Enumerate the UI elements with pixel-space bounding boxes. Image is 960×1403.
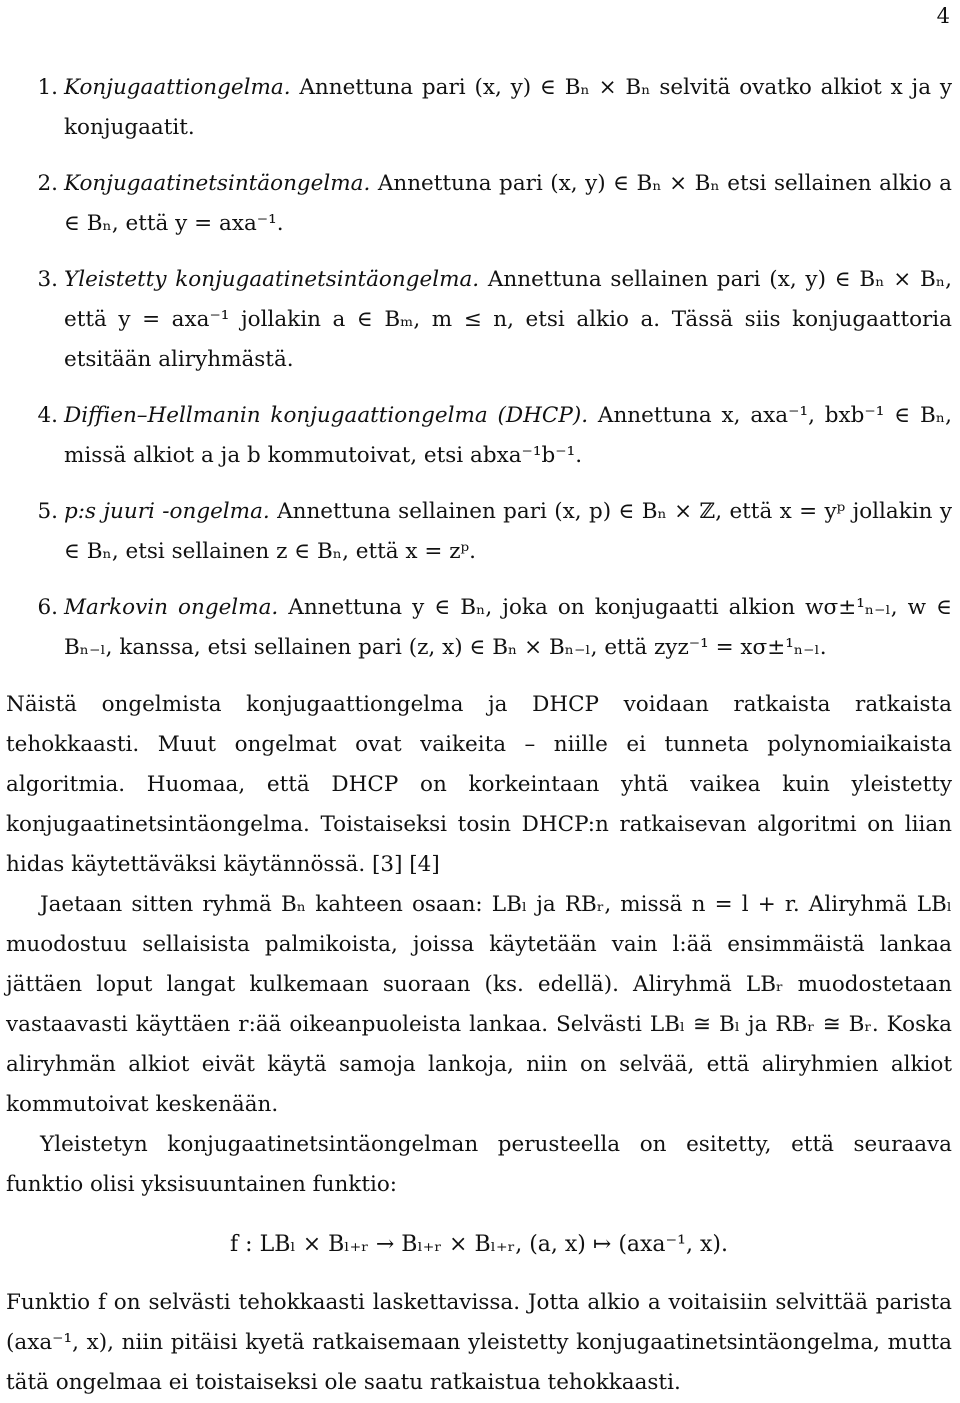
item-body (64, 68, 952, 148)
item-number: 1. (37, 75, 58, 100)
item-text: Annettuna pari (x, y) ∈ Bₙ × Bₙ selvitä ovatko alkiot x ja y konjugaatit. (64, 75, 952, 140)
list-item (10, 68, 952, 148)
body-text (6, 685, 952, 1403)
list-item (10, 492, 952, 572)
list-item (10, 164, 952, 244)
item-number: 2. (37, 171, 58, 196)
item-text: Annettuna sellainen pari (x, y) ∈ Bₙ × Bₙ, että y = axa⁻¹ jollakin a ∈ Bₘ, m ≤ n, etsi alkio a. Tässä siis konjugaattoria etsitään aliryhmästä. (64, 267, 952, 372)
item-text: Annettuna sellainen pari (x, p) ∈ Bₙ × ℤ, että x = yᵖ jollakin y ∈ Bₙ, etsi sellainen z ∈ Bₙ, että x = zᵖ. (64, 499, 952, 564)
item-body (64, 164, 952, 244)
item-title: Konjugaattiongelma. (64, 75, 291, 100)
list-item (10, 396, 952, 476)
item-title: Konjugaatinetsintäongelma. (64, 171, 371, 196)
list-item (10, 588, 952, 668)
list-item (10, 260, 952, 380)
item-title: Markovin ongelma. (64, 595, 279, 620)
item-body (64, 260, 952, 380)
display-formula: f : LBₗ × Bₗ₊ᵣ → Bₗ₊ᵣ × Bₗ₊ᵣ, (a, x) ↦ (axa⁻¹, x). (230, 1232, 728, 1257)
problem-list (10, 68, 952, 684)
item-title: Yleistetty konjugaatinetsintäongelma. (64, 267, 480, 292)
item-text: Annettuna pari (x, y) ∈ Bₙ × Bₙ etsi sellainen alkio a ∈ Bₙ, että y = axa⁻¹. (64, 171, 952, 236)
page-number: 4 (936, 4, 950, 28)
item-number: 5. (37, 499, 58, 524)
paragraph: Jaetaan sitten ryhmä Bₙ kahteen osaan: LBₗ ja RBᵣ, missä n = l + r. Aliryhmä LBₗ muodostuu sellaisista palmikoista, joissa käytetään vain l:ää ensimmäistä lankaa jättäen loput langat kulkemaan suoraan (ks. edellä). Aliryhmä LBᵣ muodostetaan vastaavasti käyttäen r:ää oikeanpuoleista lankaa. Selvästi LBₗ ≅ Bₗ ja RBᵣ ≅ Bᵣ. Koska aliryhmän alkiot eivät käytä samoja lankoja, niin on selvää, että aliryhmien alkiot kommutoivat keskenään. (6, 892, 952, 1117)
item-number: 6. (37, 595, 58, 620)
item-title: Diffien–Hellmanin konjugaattiongelma (DHCP). (64, 403, 589, 428)
item-body (64, 396, 952, 476)
paragraph: Näistä ongelmista konjugaattiongelma ja DHCP voidaan ratkaista ratkaista tehokkaasti. Muut ongelmat ovat vaikeita – niille ei tunneta polynomiaikaista algoritmia. Huomaa, että DHCP on korkeintaan yhtä vaikea kuin yleistetty konjugaatinetsintäongelma. Toistaiseksi tosin DHCP:n ratkaisevan algoritmi on liian hidas käytettäväksi käytännössä. [3] [4] (6, 692, 952, 877)
item-number: 3. (37, 267, 58, 292)
item-text: Annettuna x, axa⁻¹, bxb⁻¹ ∈ Bₙ, missä alkiot a ja b kommutoivat, etsi abxa⁻¹b⁻¹. (64, 403, 952, 468)
item-text: Annettuna y ∈ Bₙ, joka on konjugaatti alkion wσ±¹ₙ₋ₗ, w ∈ Bₙ₋ₗ, kanssa, etsi sellainen pari (z, x) ∈ Bₙ × Bₙ₋ₗ, että zyz⁻¹ = xσ±¹ₙ₋ₗ. (64, 595, 952, 660)
item-body (64, 588, 952, 668)
item-title: p:s juuri -ongelma. (64, 499, 270, 524)
paragraph: Yleistetyn konjugaatinetsintäongelman perusteella on esitetty, että seuraava funktio olisi yksisuuntainen funktio: (6, 1132, 952, 1197)
item-number: 4. (37, 403, 58, 428)
paragraph: Funktio f on selvästi tehokkaasti laskettavissa. Jotta alkio a voitaisiin selvittää parista (axa⁻¹, x), niin pitäisi kyetä ratkaisemaan yleistetty konjugaatinetsintäongelma, mutta tätä ongelmaa ei toistaiseksi ole saatu ratkaistua tehokkaasti. (6, 1290, 952, 1395)
item-body (64, 492, 952, 572)
